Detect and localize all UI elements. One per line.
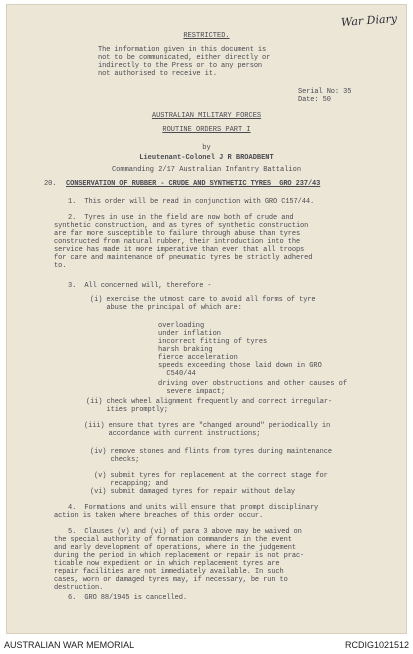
clause-line: checks; (90, 456, 140, 464)
list-item: driving over obstructions and other causes of (158, 380, 348, 388)
clause-line: (iii) ensure that tyres are "changed around" periodically in (84, 422, 331, 430)
paragraph-line: 5. Clauses (v) and (vi) of para 3 above may be waived on (68, 528, 302, 536)
paragraph-1: 1. This order will be read in conjunction with GRO C157/44. (68, 198, 315, 206)
clause-line: recapping; and (94, 480, 168, 488)
paragraph-line: 2. Tyres in use in the field are now both of crude and (68, 214, 294, 222)
notice-line: indirectly to the Press or to any person (98, 62, 263, 70)
archive-name: AUSTRALIAN WAR MEMORIAL (4, 640, 135, 650)
notice-line: not to be communicated, either directly or (98, 54, 271, 62)
clause-line: (ii) check wheel alignment frequently and correct irregular- (86, 398, 333, 406)
notice-line: not authorised to receive it. (98, 70, 217, 78)
serial-number: Serial No: 35 (298, 88, 352, 96)
paragraph-line: for care and maintenance of pneumatic tyres be strictly adhered (54, 254, 313, 262)
war-diary-annotation: War Diary (340, 12, 398, 29)
paragraph-line: constructed from natural rubber, their introduction into the (54, 238, 301, 246)
clause-line: abuse the principal of which are: (90, 304, 242, 312)
order-number: 20. (44, 180, 57, 188)
list-item: incorrect fitting of tyres (158, 338, 268, 346)
clause-line: accordance with current instructions; (84, 430, 261, 438)
list-item: severe impact; (158, 388, 226, 396)
clause-vi: (vi) submit damaged tyres for repair without delay (90, 488, 296, 496)
archive-footer (0, 636, 413, 654)
list-item: C540/44 (158, 370, 196, 378)
paragraph-line: cases, worn or damaged tyres may, if necessary, be run to (54, 576, 288, 584)
officer-name: Lieutenant-Colonel J R BROADBENT (139, 154, 274, 162)
command-line: Commanding 2/17 Australian Infantry Battalion (111, 166, 302, 174)
list-item: overloading (158, 322, 205, 330)
clause-line: (i) exercise the utmost care to avoid all forms of tyre (90, 296, 316, 304)
list-item: harsh braking (158, 346, 213, 354)
by-line: by (202, 144, 211, 152)
list-item: fierce acceleration (158, 354, 238, 362)
org-heading: AUSTRALIAN MILITARY FORCES (151, 112, 262, 120)
clause-line: (v) submit tyres for replacement at the correct stage for (94, 472, 328, 480)
orders-title: ROUTINE ORDERS PART I (162, 126, 251, 134)
clause-line: ities promptly; (86, 406, 169, 414)
restricted-heading: RESTRICTED. (183, 32, 230, 40)
paragraph-line: repair facilities are not immediately available. In such (54, 568, 284, 576)
record-id: RCDIG1021512 (344, 640, 409, 650)
paragraph-line: during the period in which replacement or repair is not prac- (54, 552, 305, 560)
list-item: speeds exceeding those laid down in GRO (158, 362, 322, 370)
clause-line: (iv) remove stones and flints from tyres during maintenance (90, 448, 332, 456)
paragraph-line: destruction. (54, 584, 104, 592)
serial-date: Date: 50 (298, 96, 331, 104)
paragraph-3: 3. All concerned will, therefore - (68, 282, 212, 290)
paragraph-line: ticable now expedient or in which replacement tyres are (54, 560, 280, 568)
paragraph-line: to. (54, 262, 67, 270)
paragraph-6: 6. GRO 88/1945 is cancelled. (68, 594, 187, 602)
paragraph-line: and early development of operations, where in the judgement (54, 544, 296, 552)
list-item: under inflation (158, 330, 222, 338)
notice-line: The information given in this document is (98, 46, 267, 54)
paragraph-line: are far more susceptible to failure through abuse than tyres (54, 230, 301, 238)
paragraph-line: 4. Formations and units will ensure that prompt disciplinary (68, 504, 319, 512)
paragraph-line: service has made it more imperative than ever that all troops (54, 246, 305, 254)
order-title: CONSERVATION OF RUBBER - CRUDE AND SYNTHETIC TYRES GRO 237/43 (66, 180, 321, 188)
paragraph-line: action is taken where breaches of this order occur. (54, 512, 264, 520)
document-page (6, 4, 407, 634)
paragraph-line: synthetic construction, and as tyres of synthetic construction (54, 222, 309, 230)
paragraph-line: the special authority of formation commanders in the event (54, 536, 292, 544)
